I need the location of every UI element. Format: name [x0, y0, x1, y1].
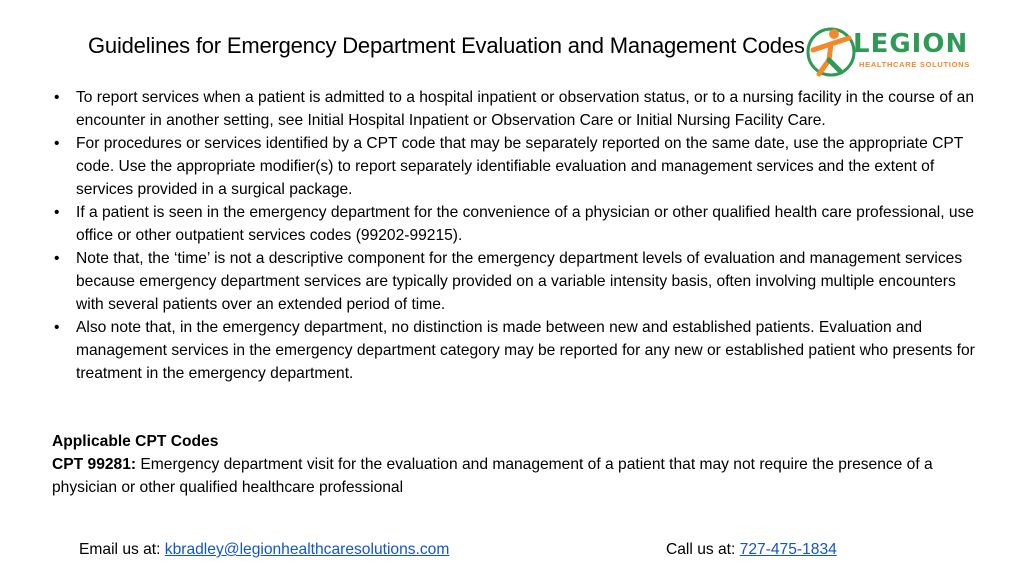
cpt-code: CPT 99281:: [52, 456, 137, 473]
logo-wordmark: LEGION: [853, 29, 969, 59]
list-item: [52, 201, 987, 247]
cpt-section: [52, 430, 982, 499]
page-title: Guidelines for Emergency Department Evaluation and Management Codes: [88, 33, 805, 58]
list-item-text: To report services when a patient is admitted to a hospital inpatient or observation status, or to a nursing facility in the course of an encounter in another setting, see Initial Hospital Inpatient or Observation Care or Initial Nursing Facility Care.: [76, 89, 974, 129]
logo-tagline: HEALTHCARE SOLUTIONS: [859, 60, 970, 69]
cpt-description: Emergency department visit for the evaluation and management of a patient that may not require the presence of a physician or other qualified healthcare professional: [52, 456, 933, 496]
bullet-icon: •: [54, 250, 60, 267]
list-item: [52, 132, 987, 201]
cpt-heading: Applicable CPT Codes: [52, 433, 219, 450]
list-item: [52, 247, 987, 316]
list-item-text: Also note that, in the emergency department, no distinction is made between new and established patients. Evaluation and management services in the emergency department category may be reported for any new or established patient who presents for treatment in the emergency department.: [76, 319, 975, 382]
bullet-icon: •: [54, 319, 60, 336]
bullet-icon: •: [54, 204, 60, 221]
cpt-entry: [52, 453, 982, 499]
guideline-list: [52, 86, 987, 385]
list-item-text: If a patient is seen in the emergency department for the convenience of a physician or other qualified health care professional, use office or other outpatient services codes (99202-99215).: [76, 204, 975, 244]
list-item-text: Note that, the ‘time’ is not a descriptive component for the emergency department levels of evaluation and management services because emergency department services are typically provided on a variable intensity basis, often involving multiple encounters with several patients over an extended period of time.: [76, 250, 963, 313]
footer-phone: [666, 538, 837, 561]
list-item: [52, 86, 987, 132]
bullet-icon: •: [54, 135, 60, 152]
list-item-text: For procedures or services identified by a CPT code that may be separately reported on the same date, use the appropriate CPT code. Use the appropriate modifier(s) to report separately identifiable evaluation and management services and the extent of services provided in a surgical package.: [76, 135, 964, 198]
email-label: Email us at:: [79, 541, 165, 558]
phone-link[interactable]: 727-475-1834: [739, 541, 837, 558]
list-item: [52, 316, 987, 385]
phone-label: Call us at:: [666, 541, 740, 558]
legion-logo: [803, 18, 988, 84]
email-link[interactable]: kbradley@legionhealthcaresolutions.com: [164, 541, 450, 558]
bullet-icon: •: [54, 89, 60, 106]
footer-email: [79, 538, 449, 561]
